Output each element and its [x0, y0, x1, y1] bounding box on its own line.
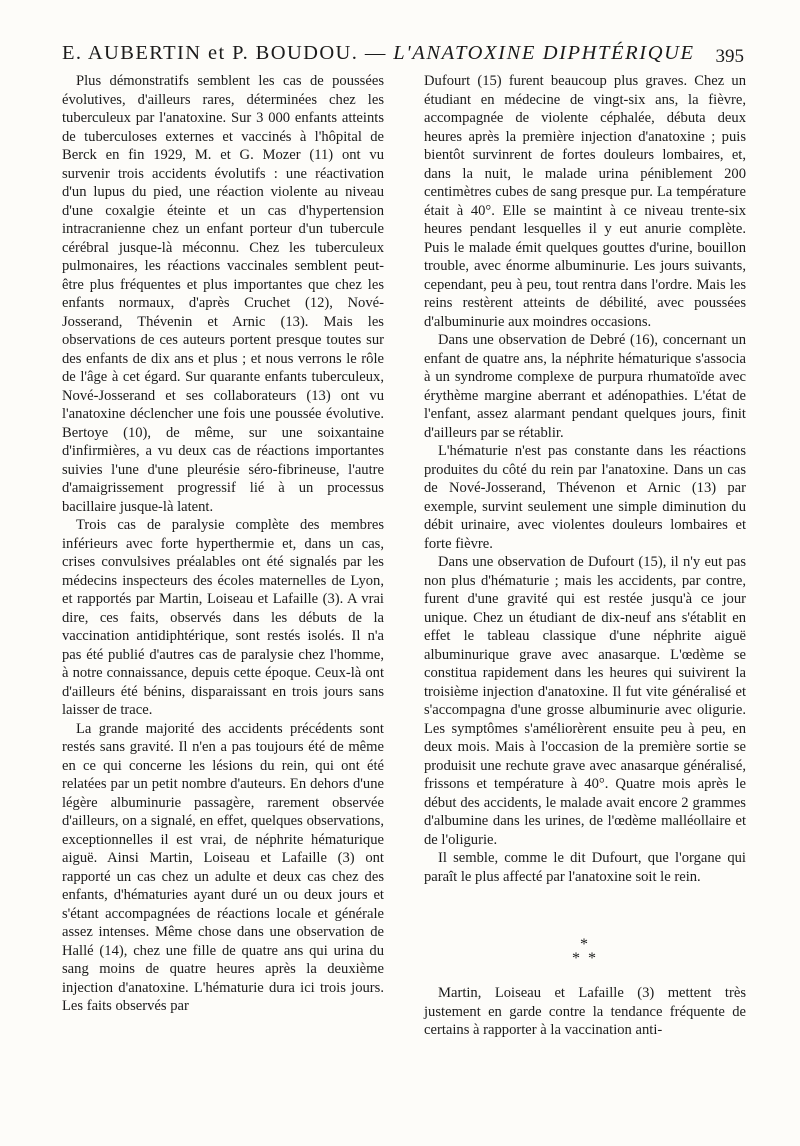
header-dash: —: [358, 42, 394, 64]
separator-stars-bottom: * *: [572, 950, 598, 967]
header-title: [62, 42, 710, 65]
paragraph: Dans une observation de Debré (16), concernant un enfant de quatre ans, la néphrite hématurique s'associa à un syndrome complexe de purpura rhumatoïde avec érythème margine aberrant et adénopathies. L'état de l'enfant, assez alarmant pendant quelques jours, finit d'ailleurs par se rétablir.: [424, 332, 746, 441]
paragraph: La grande majorité des accidents précédents sont restés sans gravité. Il n'en a pas toujours été de même en ce qui concerne les lésions du rein, qui ont été relatées par un petit nombre d'auteurs. En dehors d'une légère albuminurie passagère, rarement observée d'ailleurs, on a signalé, en effet, quelques observations, exceptionnelles il est vrai, de néphrite hématurique aiguë. Ainsi Martin, Loiseau et Lafaille (3) ont rapporté un cas chez un adulte et deux cas chez des enfants, d'hématuries ayant duré un ou deux jours et s'étant accompagnées de réactions locale et générale assez intenses. Même chose dans une observation de Hallé (14), chez une fille de quatre ans qui urina du sang moins de quatre heures après la deuxième injection d'anatoxine. L'hématurie dura ici trois jours. Les faits observés par: [62, 720, 384, 1014]
paragraph: Martin, Loiseau et Lafaille (3) mettent très justement en garde contre la tendance fréquente de certains à rapporter à la vaccination anti-: [424, 985, 746, 1038]
header-article-title: L'ANATOXINE DIPHTÉRIQUE: [393, 42, 695, 64]
paragraph: Plus démonstratifs semblent les cas de poussées évolutives, d'ailleurs rares, déterminées chez les tuberculeux par l'anatoxine. Sur 3 000 enfants atteints de tuberculoses externes et vaccinés à l'hôpital de Berck en fin 1929, M. et G. Mozer (11) ont vu survenir trois accidents évolutifs : une réactivation d'un lupus du pied, une réaction violente au niveau d'une coxalgie éteinte et un cas d'hypertension intracranienne chez un enfant porteur d'un tubercule cérébral jusque-là méconnu. Chez les tuberculeux pulmonaires, les réactions vaccinales semblent peut-être plus fréquentes et plus importantes que chez les enfants normaux, d'après Cruchet (12), Nové-Josserand, Thévenin et Arnic (13). Mais les observations de ces auteurs portent presque toutes sur des enfants de dix ans et plus ; et nous verrons le rôle de l'âge à cet égard. Sur quarante enfants tuberculeux, Nové-Josserand et ses collaborateurs (13) ont vu l'anatoxine déclencher une fois une poussée évolutive. Bertoye (10), de même, sur une soixantaine d'infirmières, a vu deux cas de réactions importantes suivies l'une d'une pleurésie séro-fibrineuse, l'autre d'amaigrissement progressif lié à un processus bacillaire jusque-là latent.: [62, 73, 384, 515]
running-header: [62, 36, 744, 70]
left-column: [62, 72, 384, 1016]
paragraph: Dufourt (15) furent beaucoup plus graves. Chez un étudiant en médecine de vingt-six ans, la fièvre, accompagnée de violente céphalée, débuta deux heures après la première injection d'anatoxine ; puis bientôt survinrent de fortes douleurs lombaires, et, dans la nuit, le malade urina péniblement 200 centimètres cubes de sang presque pur. La température était à 40°. Elle se maintint à ce niveau trente-six heures pendant lesquelles il y eut anurie complète. Puis le malade émit quelques gouttes d'urine, bouillon trouble, avec énorme albuminurie. Les jours suivants, cependant, peu à peu, tout rentra dans l'ordre. Mais les reins restèrent atteints de débilité, avec poussées d'albuminurie aux moindres occasions.: [424, 73, 746, 330]
paragraph: L'hématurie n'est pas constante dans les réactions produites du côté du rein par l'anatoxine. Dans un cas de Nové-Josserand, Thévenon et Arnic (13) par exemple, survint seulement une simple diminution du débit urinaire, avec violentes douleurs lombaires et forte fièvre.: [424, 443, 746, 552]
header-authors: E. AUBERTIN et P. BOUDOU.: [62, 42, 359, 64]
paragraph: Trois cas de paralysie complète des membres inférieurs avec forte hyperthermie et, dans un cas, crises convulsives préalables ont été signalés par les médecins inspecteurs des écoles maternelles de Lyon, et rapportés par Martin, Loiseau et Lafaille (3). A vrai dire, ces faits, observés dans les débuts de la vaccination antidiphtérique, sont restés isolés. Il n'a pas été publié d'autres cas de paralysie chez l'homme, à notre connaissance, depuis cette époque. Ceux-là ont d'ailleurs été bénins, disparaissant en trois jours sans laisser de trace.: [62, 517, 384, 718]
separator-star-top: *: [580, 936, 590, 953]
right-column: [424, 72, 746, 1040]
page-number: 395: [715, 46, 744, 67]
paragraph: Dans une observation de Dufourt (15), il n'y eut pas non plus d'hématurie ; mais les accidents, par contre, furent d'une gravité qui est restée jusqu'à ce jour unique. Chez un étudiant de dix-neuf ans s'établit en effet le tableau classique d'une néphrite aiguë albuminurique grave avec anasarque. L'œdème se constitua rapidement dans les heures qui suivirent la troisième injection d'anatoxine. Il fut vite généralisé et s'accompagna d'une grosse albuminurie avec oligurie. Les symptômes s'améliorèrent ensuite peu à peu, en deux mois. Mais à l'occasion de la première sortie se produisit une rechute grave avec anasarque généralisé, frissons et température à 40°. Quatre mois après le début des accidents, le malade avait encore 2 grammes d'albumine dans les urines, de l'œdème malléollaire et de l'oligurie.: [424, 554, 746, 848]
section-separator: [424, 938, 746, 966]
paragraph: Il semble, comme le dit Dufourt, que l'organe qui paraît le plus affecté par l'anatoxine soit le rein.: [424, 850, 746, 885]
